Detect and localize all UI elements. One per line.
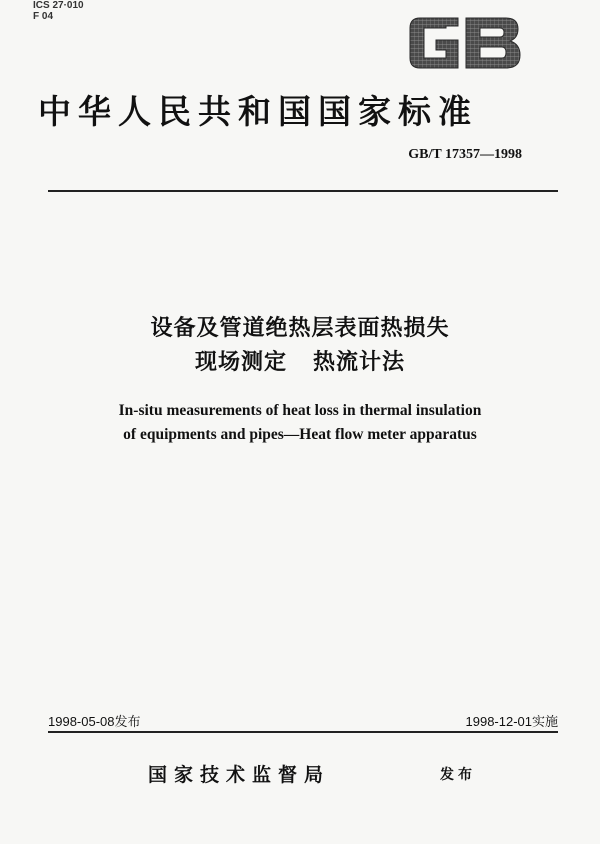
- classification-codes: [33, 0, 84, 22]
- national-standard-title: 中华人民共和国国家标准: [38, 92, 478, 131]
- top-divider: [48, 190, 558, 192]
- class-code: F 04: [33, 11, 54, 22]
- gb-logo: [406, 12, 524, 74]
- bottom-divider: [48, 731, 558, 733]
- issue-date: 1998-05-08发布: [48, 714, 141, 729]
- english-title-line-1: In-situ measurements of heat loss in thermal insulation: [118, 402, 482, 419]
- publish-label: 发布: [440, 767, 476, 783]
- ics-code: ICS 27·010: [33, 0, 84, 11]
- implementation-date: 1998-12-01实施: [465, 714, 558, 729]
- gb-logo-icon: [406, 12, 524, 74]
- publisher-name: 国家技术监督局: [148, 764, 331, 786]
- chinese-title-line-1: 设备及管道绝热层表面热损失: [150, 316, 450, 341]
- english-title-line-2: of equipments and pipes—Heat flow meter apparatus: [123, 426, 477, 443]
- standard-number: GB/T 17357—1998: [408, 147, 522, 162]
- chinese-title-line-2: 现场测定 热流计法: [195, 350, 405, 375]
